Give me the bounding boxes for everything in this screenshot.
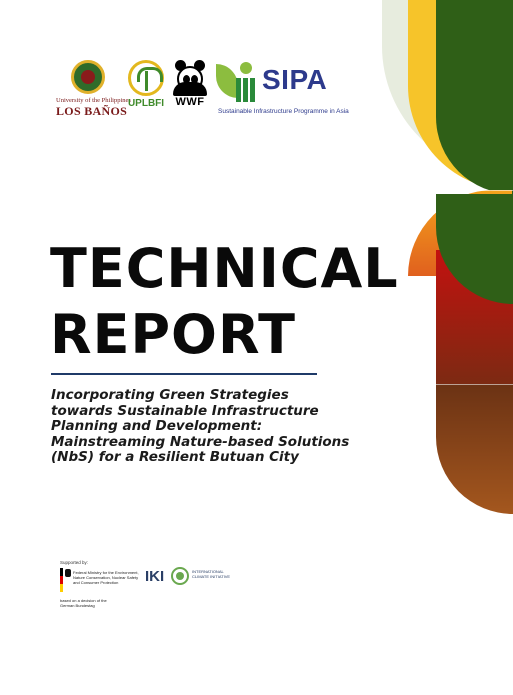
sipa-mark-icon: [216, 60, 258, 104]
panda-icon: [173, 58, 207, 96]
iki-circle-icon: [171, 567, 189, 585]
uplbfi-logo: [124, 60, 168, 109]
report-subtitle: Incorporating Green Strategies towards Sustainable Infrastructure Planning and Development: Mainstreaming Nature-based Solutions (NbS) for a Resilient Butuan City: [51, 387, 350, 465]
title-divider: [51, 373, 317, 375]
uplbfi-name: UPLBFI: [127, 98, 165, 109]
decor-line: [408, 384, 513, 385]
wwf-name: WWF: [175, 96, 205, 108]
supported-by-label: Supported by:: [60, 560, 89, 565]
bmu-text: Federal Ministry for the Environment, Nature Conservation, Nuclear Safety and Consumer Protection: [73, 570, 139, 585]
decor-line: [408, 190, 513, 191]
eagle-icon: [65, 569, 71, 577]
up-logo-line2: LOS BAÑOS: [56, 104, 128, 118]
up-seal-icon: [71, 60, 105, 94]
up-los-banos-logo: [56, 60, 131, 119]
german-flag-icon: [60, 568, 63, 592]
bundestag-decision-text: based on a decision of the German Bundestag: [60, 598, 107, 608]
iki-text: INTERNATIONAL CLIMATE INITIATIVE: [192, 569, 231, 579]
decor-band-brown: [436, 384, 513, 514]
report-title-line1: TECHNICAL: [50, 237, 399, 300]
uplbfi-mark-icon: [128, 60, 164, 96]
report-title-line2: REPORT: [50, 303, 296, 366]
supporters-block: [60, 560, 231, 608]
bmu-logo: [60, 566, 139, 596]
wwf-logo: [170, 58, 210, 108]
report-title: [50, 236, 399, 368]
up-logo-line1: University of the Philippines: [56, 97, 131, 104]
sipa-name: SIPA: [262, 64, 328, 95]
iki-logo: [145, 566, 231, 590]
iki-word: IKI: [145, 568, 165, 585]
sipa-tagline: Sustainable Infrastructure Programme in Asia: [218, 108, 349, 115]
